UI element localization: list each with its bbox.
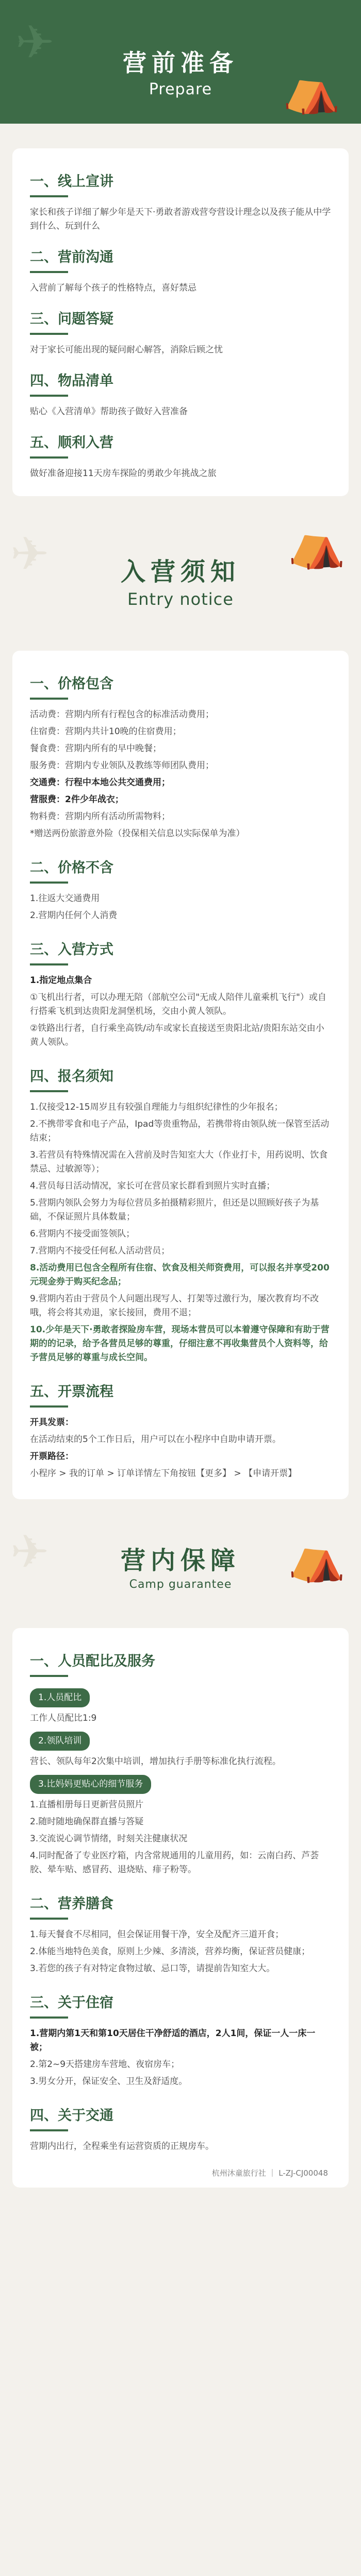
list-item: 1.直播相册每日更新营员照片	[30, 1800, 144, 1810]
list-item: 3.交流说心调节情绪，时刻关注健康状况	[30, 1834, 188, 1844]
entry-subtitle: Entry notice	[127, 589, 234, 609]
heading-underline	[30, 333, 68, 335]
list-item: 营长、领队每年2次集中培训，增加执行手册等标准化执行流程。	[30, 1756, 281, 1767]
heading-underline	[30, 1090, 68, 1092]
heading-underline	[30, 1918, 68, 1920]
list-item: 3.若营员有特殊情况需在入营前及时告知室大大（作业打卡，用药说明、饮食禁忌、过敏源等）；	[30, 1150, 328, 1174]
guarantee-card	[12, 1628, 349, 2188]
list-item: 1.仅接受12-15周岁且有较强自理能力与组织纪律性的少年报名；	[30, 1102, 283, 1112]
list-item: 4.营员每日活动情况，家长可在营员家长群看到照片实时直播；	[30, 1181, 275, 1191]
heading-underline	[30, 271, 68, 273]
list-item: 营服费：2件少年战衣；	[30, 794, 124, 805]
training-pill: 2.领队培训	[30, 1732, 90, 1751]
section-heading: 二、营前沟通	[30, 249, 113, 265]
list-item: ②铁路出行者，自行乘坐高铁/动车或家长直接送至贵阳北站/贵阳东站交由小黄人领队。	[30, 1023, 324, 1047]
list-item: 8.活动费用已包含全程所有住宿、饮食及相关师资费用，可以报名并享受200元现金券于购买纪念品；	[30, 1263, 330, 1287]
invoice-time-text: 在活动结束的5个工作日后，用户可以在小程序中自助申请开票。	[30, 1434, 281, 1445]
heading-underline	[30, 698, 68, 700]
guarantee-title: 营内保障	[120, 1546, 240, 1575]
guarantee-banner	[0, 1499, 361, 1628]
heading-underline	[30, 963, 68, 965]
section-heading: 五、顺利入营	[30, 435, 113, 451]
price-include-section	[30, 672, 331, 841]
list-item: 2.第2~9天搭建房车营地、夜宿房车；	[30, 2059, 180, 2070]
section-heading: 四、报名须知	[30, 1069, 113, 1084]
agency-license: 杭州沐童旅行社 ｜ L-ZJ-CJ00048	[211, 2168, 328, 2178]
section-heading: 四、物品清单	[30, 373, 113, 389]
list-item: 1.每天餐食不尽相同，但会保证用餐干净，安全及配齐三道开食；	[30, 1929, 284, 1940]
section-text: 对于家长可能出现的疑问耐心解答，消除后顾之忧	[30, 345, 223, 355]
tent-deco-icon: ⛺	[287, 1530, 346, 1584]
list-item: 1.往返大交通费用	[30, 893, 100, 904]
prepare-subtitle: Prepare	[149, 80, 212, 98]
list-lead: 1.指定地点集合	[30, 975, 92, 986]
section-heading: 一、人员配比及服务	[30, 1653, 155, 1669]
section-heading: 五、开票流程	[30, 1384, 113, 1400]
list-item: 2.不携带零食和电子产品，Ipad等贵重物品，若携带将由领队统一保管至活动结束；	[30, 1119, 330, 1143]
list-item: 7.营期内不接受任何私人活动营员；	[30, 1246, 170, 1256]
heading-underline	[30, 2016, 68, 2019]
list-item: 2.体能当地特色美食，原则上少辣、多清淡，营养均衡，保证营员健康；	[30, 1946, 310, 1957]
section-heading: 二、价格不含	[30, 860, 113, 876]
list-item: 餐食费：营期内所有的早中晚餐；	[30, 743, 161, 754]
prepare-section-2	[30, 246, 331, 295]
heading-underline	[30, 1675, 68, 1677]
section-heading: 一、价格包含	[30, 676, 113, 692]
traffic-section	[30, 2104, 331, 2154]
guarantee-subtitle: Camp guarantee	[129, 1578, 232, 1591]
compass-deco-icon: ✈	[15, 15, 55, 70]
section-text: 做好准备迎接11天房车探险的勇敢少年挑战之旅	[30, 468, 217, 479]
list-item: 2.营期内任何个人消费	[30, 910, 118, 921]
heading-underline	[30, 195, 68, 197]
list-item: 10.少年是天下·勇敢者探险房车营，现场本营员可以本着遵守保障和有助于营期的的记录，给予各营员足够的尊重，仔细注意不再收集营员个人资料等，给予营员足够的尊重与成长空间。	[30, 1325, 330, 1363]
list-item: 1.营期内第1天和第10天居住干净舒适的酒店，2人1间，保证一人一床一被；	[30, 2028, 316, 2053]
prepare-title: 营前准备	[123, 49, 238, 77]
section-heading: 三、入营方式	[30, 942, 113, 958]
heading-underline	[30, 395, 68, 397]
list-item: 营期内出行，全程乘坐有运营资质的正规房车。	[30, 2141, 214, 2151]
list-item: 工作人员配比1:9	[30, 1713, 97, 1723]
list-item: *赠送两份旅游意外险（投保相关信息以实际保单为准）	[30, 828, 245, 839]
list-item: 6.营期内不接受面签领队；	[30, 1229, 135, 1239]
stay-section	[30, 1991, 331, 2089]
map-deco-icon: ✈	[10, 527, 50, 581]
section-text: 入营前了解每个孩子的性格特点，喜好禁忌	[30, 283, 196, 293]
list-item: ①飞机出行者，可以办理无陪（部航空公司"无成人陪伴儿童乘机飞行"）或自行搭乘飞机到达贵阳龙洞堡机场，交由小黄人领队。	[30, 992, 326, 1016]
heading-underline	[30, 456, 68, 459]
entry-card	[12, 651, 349, 1499]
list-item: 2.随时随地确保群直播与答疑	[30, 1817, 144, 1827]
list-item: 交通费：行程中本地公共交通费用；	[30, 777, 170, 788]
section-text: 家长和孩子详细了解少年是天下·勇敢者游戏营夸营设计理念以及孩子能从中学到什么、玩到什么	[30, 207, 331, 231]
prepare-section-5	[30, 431, 331, 481]
list-item: 3.若您的孩子有对特定食物过敏、忌口等，请提前告知室大大。	[30, 1963, 275, 1974]
invoice-time-label: 开具发票：	[30, 1417, 74, 1428]
list-item: 3.男女分开，保证安全、卫生及舒适度。	[30, 2076, 188, 2087]
section-heading: 二、营养膳食	[30, 1896, 113, 1912]
list-item: 住宿费：营期内共计10晚的住宿费用；	[30, 726, 182, 737]
prepare-banner	[0, 0, 361, 124]
section-heading: 四、关于交通	[30, 2108, 113, 2124]
list-item: 5.营期内领队会努力为每位营员多拍摄精彩照片，但还是以照顾好孩子为基础，不保证照片具体数量；	[30, 1198, 319, 1222]
prepare-section-3	[30, 308, 331, 357]
prepare-card	[12, 148, 349, 496]
section-heading: 三、关于住宿	[30, 1995, 113, 2011]
invoice-section	[30, 1380, 331, 1481]
entry-title: 入营须知	[120, 557, 240, 586]
signup-section	[30, 1065, 331, 1365]
detail-service-pill: 3.比妈妈更贴心的细节服务	[30, 1775, 151, 1794]
section-heading: 一、线上宣讲	[30, 174, 113, 190]
invoice-path-text: 小程序 > 我的订单 > 订单详情左下角按钮【更多】 > 【申请开票】	[30, 1468, 297, 1479]
heading-underline	[30, 2129, 68, 2131]
staff-ratio-pill: 1.人员配比	[30, 1688, 90, 1707]
bus-deco-icon: ✈	[10, 1525, 50, 1579]
list-item: 4.同时配备了专业医疗箱，内含常规通用的儿童用药，如：云南白药、芦荟胶、晕车贴、感冒药、退烧贴、痱子粉等。	[30, 1851, 319, 1875]
tent-deco-icon: ⛺	[282, 62, 340, 116]
entry-way-section	[30, 938, 331, 1049]
heading-underline	[30, 1405, 68, 1408]
list-item: 活动费：营期内所有行程包含的标准活动费用；	[30, 709, 214, 720]
price-exclude-section	[30, 856, 331, 923]
list-item: 物料费：营期内所有活动所需物料；	[30, 811, 170, 822]
invoice-path-label: 开票路径：	[30, 1451, 74, 1462]
tent-deco-icon: ⛺	[287, 517, 346, 571]
prepare-section-1	[30, 170, 331, 233]
prepare-section-4	[30, 369, 331, 419]
list-item: 9.营期内若由于营员个人问题出现写人、打架等过激行为，屡次教育均不改哦，将会将其劝退，家长接回，费用不退；	[30, 1294, 319, 1318]
list-item: 服务费：营期内专业领队及教练等师团队费用；	[30, 760, 214, 771]
heading-underline	[30, 882, 68, 884]
entry-banner	[0, 496, 361, 651]
meal-section	[30, 1892, 331, 1976]
staff-section	[30, 1650, 331, 1877]
section-text: 贴心《入营清单》帮助孩子做好入营准备	[30, 406, 188, 417]
section-heading: 三、问题答疑	[30, 311, 113, 327]
